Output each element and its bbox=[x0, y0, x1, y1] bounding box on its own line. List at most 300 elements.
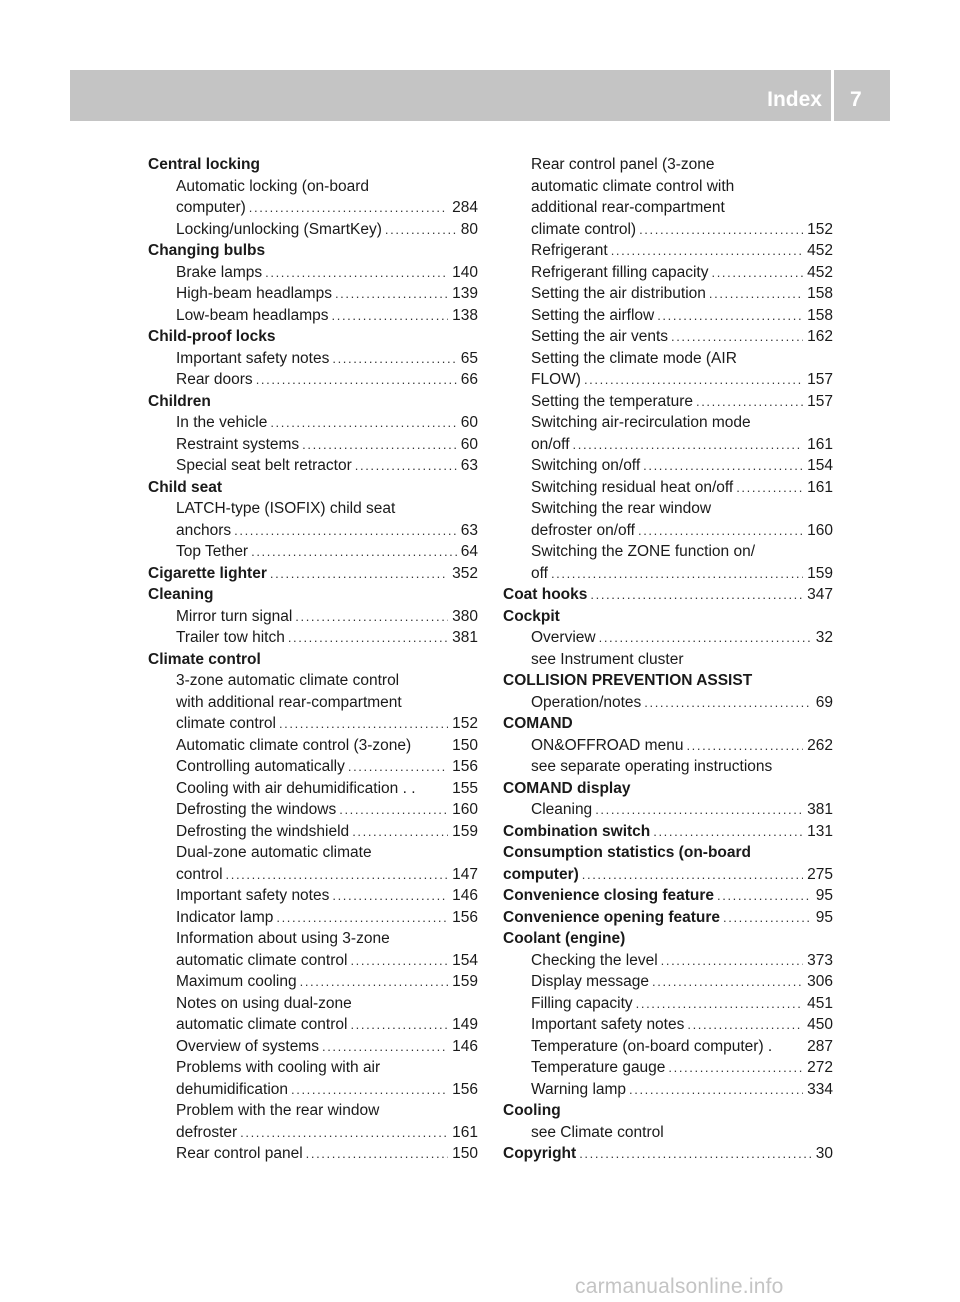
index-entry[interactable] bbox=[148, 907, 478, 929]
leader-dots bbox=[661, 950, 803, 972]
leader-dots bbox=[249, 197, 448, 219]
index-entry bbox=[148, 692, 478, 714]
entry-text: Child seat bbox=[148, 478, 223, 496]
index-entry[interactable] bbox=[148, 520, 478, 542]
entry-text: off bbox=[531, 564, 548, 582]
entry-text: FLOW) bbox=[531, 371, 581, 388]
index-entry bbox=[148, 928, 478, 950]
entry-text: Changing bulbs bbox=[148, 242, 266, 259]
entry-text: Filling capacity bbox=[531, 994, 633, 1012]
page-ref[interactable]: 159 bbox=[452, 973, 478, 990]
index-entry[interactable] bbox=[148, 197, 478, 219]
page-ref[interactable]: 149 bbox=[452, 1016, 478, 1033]
page-ref[interactable]: 95 bbox=[815, 908, 833, 926]
index-entry[interactable] bbox=[148, 283, 478, 305]
index-entry[interactable] bbox=[503, 1036, 833, 1058]
page-number: 7 bbox=[850, 88, 862, 111]
leader-dots bbox=[590, 584, 803, 606]
page-ref[interactable]: 146 bbox=[452, 1037, 478, 1055]
leader-dots bbox=[240, 1122, 448, 1144]
index-heading[interactable] bbox=[503, 1143, 833, 1165]
page-ref[interactable]: 152 bbox=[807, 220, 833, 238]
entry-text: Cigarette lighter bbox=[148, 564, 267, 582]
page-ref[interactable]: 64 bbox=[460, 543, 478, 560]
entry-text: High-beam headlamps bbox=[176, 285, 332, 302]
index-entry bbox=[503, 756, 833, 778]
entry-text: control bbox=[176, 865, 223, 883]
index-entry[interactable] bbox=[148, 369, 478, 391]
page-ref[interactable]: 451 bbox=[807, 994, 833, 1012]
entry-text: Automatic climate control (3-zone) bbox=[176, 736, 412, 754]
page-ref[interactable]: 155 bbox=[452, 779, 478, 797]
entry-text: defroster bbox=[176, 1123, 238, 1141]
index-column-left bbox=[148, 154, 478, 1165]
index-entry[interactable] bbox=[148, 971, 478, 993]
index-heading bbox=[503, 778, 833, 800]
index-entry[interactable] bbox=[503, 262, 833, 284]
index-entry[interactable] bbox=[148, 262, 478, 284]
entry-text: Maximum cooling bbox=[176, 973, 297, 990]
page-ref[interactable]: 306 bbox=[807, 973, 833, 990]
index-heading bbox=[503, 1100, 833, 1122]
page-ref[interactable]: 63 bbox=[460, 521, 478, 539]
index-entry[interactable] bbox=[148, 305, 478, 327]
leader-dots bbox=[295, 606, 448, 628]
entry-text: Information about using 3-zone bbox=[176, 930, 390, 947]
leader-dots bbox=[636, 993, 803, 1015]
entry-text: Rear control panel bbox=[176, 1145, 303, 1162]
entry-text: Important safety notes bbox=[176, 349, 330, 367]
index-entry[interactable] bbox=[503, 563, 833, 585]
index-entry bbox=[148, 1100, 478, 1122]
index-entry[interactable] bbox=[503, 434, 833, 456]
leader-dots bbox=[599, 627, 812, 649]
entry-text: climate control bbox=[176, 715, 276, 732]
leader-dots bbox=[234, 520, 457, 542]
index-entry bbox=[503, 649, 833, 671]
entry-text: Switching on/off bbox=[531, 457, 641, 474]
index-entry bbox=[148, 1057, 478, 1079]
entry-text: computer) bbox=[176, 199, 246, 216]
entry-text: Automatic locking (on-board bbox=[176, 177, 369, 195]
page-ref[interactable]: 452 bbox=[807, 263, 833, 281]
leader-dots bbox=[339, 799, 448, 821]
entry-text: Cockpit bbox=[503, 607, 560, 625]
leader-dots bbox=[711, 262, 803, 284]
index-entry[interactable] bbox=[148, 1143, 478, 1165]
index-entry[interactable] bbox=[148, 434, 478, 456]
header-separator bbox=[831, 70, 834, 121]
index-entry[interactable] bbox=[503, 950, 833, 972]
entry-text: Children bbox=[148, 392, 211, 410]
entry-text: Controlling automatically bbox=[176, 758, 345, 775]
entry-text: Coat hooks bbox=[503, 586, 588, 603]
entry-text: Cooling bbox=[503, 1102, 561, 1119]
index-entry[interactable] bbox=[148, 455, 478, 477]
entry-text: Defrosting the windshield bbox=[176, 822, 350, 840]
leader-dots bbox=[643, 455, 803, 477]
page-ref[interactable]: 161 bbox=[807, 478, 833, 496]
entry-text: additional rear-compartment bbox=[531, 199, 725, 216]
index-entry[interactable] bbox=[148, 799, 478, 821]
index-entry[interactable] bbox=[503, 391, 833, 413]
page-ref[interactable]: 66 bbox=[460, 371, 478, 388]
index-heading bbox=[503, 928, 833, 950]
page-ref[interactable]: 160 bbox=[807, 521, 833, 539]
entry-text: Refrigerant filling capacity bbox=[531, 263, 709, 281]
entry-text: dehumidification bbox=[176, 1080, 289, 1098]
leader-dots bbox=[332, 885, 448, 907]
page-ref[interactable]: 60 bbox=[460, 414, 478, 431]
index-entry[interactable] bbox=[148, 1036, 478, 1058]
entry-text: COMAND display bbox=[503, 779, 631, 797]
index-entry[interactable] bbox=[503, 305, 833, 327]
page-ref[interactable]: 287 bbox=[807, 1037, 833, 1055]
index-entry[interactable] bbox=[148, 885, 478, 907]
page-ref[interactable]: 275 bbox=[807, 865, 833, 883]
entry-text: Overview bbox=[531, 629, 596, 646]
index-entry[interactable] bbox=[148, 348, 478, 370]
leader-dots bbox=[226, 864, 449, 886]
index-entry[interactable] bbox=[503, 477, 833, 499]
entry-text: anchors bbox=[176, 521, 232, 539]
page-ref[interactable]: 152 bbox=[452, 715, 478, 732]
entry-text: Convenience closing feature bbox=[503, 887, 715, 904]
index-heading[interactable] bbox=[503, 584, 833, 606]
page-ref[interactable]: 80 bbox=[460, 220, 478, 238]
page-ref[interactable]: 156 bbox=[452, 758, 478, 775]
index-entry[interactable] bbox=[503, 971, 833, 993]
entry-text: Special seat belt retractor bbox=[176, 457, 352, 474]
entry-text: Coolant (engine) bbox=[503, 930, 626, 947]
index-entry[interactable] bbox=[148, 1079, 478, 1101]
index-entry[interactable] bbox=[148, 756, 478, 778]
page-ref[interactable]: 158 bbox=[807, 285, 833, 302]
index-entry[interactable] bbox=[148, 541, 478, 563]
index-entry[interactable] bbox=[148, 1122, 478, 1144]
page-ref[interactable]: 159 bbox=[452, 822, 478, 840]
leader-dots bbox=[270, 563, 448, 585]
entry-text: Climate control bbox=[148, 650, 261, 668]
page-ref[interactable]: 69 bbox=[815, 693, 833, 711]
entry-text: Notes on using dual-zone bbox=[176, 994, 352, 1012]
entry-text: Setting the temperature bbox=[531, 392, 693, 410]
page-ref[interactable]: 140 bbox=[452, 263, 478, 281]
page-ref[interactable]: 30 bbox=[815, 1145, 833, 1162]
index-heading bbox=[148, 584, 478, 606]
page-ref[interactable]: 381 bbox=[452, 629, 478, 646]
leader-dots bbox=[332, 305, 449, 327]
entry-text: Setting the air distribution bbox=[531, 285, 706, 302]
page-ref[interactable]: 162 bbox=[807, 328, 833, 345]
index-heading[interactable] bbox=[503, 885, 833, 907]
index-entry[interactable] bbox=[148, 627, 478, 649]
entry-text: Copyright bbox=[503, 1145, 577, 1162]
entry-text: Problems with cooling with air bbox=[176, 1059, 381, 1076]
index-entry[interactable] bbox=[503, 326, 833, 348]
page-ref[interactable]: 160 bbox=[452, 801, 478, 818]
leader-dots bbox=[696, 391, 803, 413]
entry-text: automatic climate control with bbox=[531, 177, 735, 195]
leader-dots bbox=[653, 821, 803, 843]
page-ref[interactable]: 65 bbox=[460, 349, 478, 367]
page-ref[interactable]: 147 bbox=[452, 865, 478, 883]
entry-text: defroster on/off bbox=[531, 521, 635, 539]
leader-dots bbox=[302, 434, 457, 456]
index-entry[interactable] bbox=[503, 799, 833, 821]
index-entry bbox=[148, 993, 478, 1015]
index-entry[interactable] bbox=[503, 1014, 833, 1036]
index-entry[interactable] bbox=[503, 735, 833, 757]
index-entry bbox=[148, 176, 478, 198]
page-ref[interactable]: 452 bbox=[807, 242, 833, 259]
page-ref[interactable]: 131 bbox=[807, 822, 833, 840]
page-ref[interactable]: 158 bbox=[807, 306, 833, 324]
index-entry bbox=[503, 498, 833, 520]
index-heading bbox=[148, 477, 478, 499]
entry-text: Low-beam headlamps bbox=[176, 306, 329, 324]
entry-text: see separate operating instructions bbox=[531, 758, 773, 775]
entry-text: Child-proof locks bbox=[148, 328, 276, 345]
leader-dots bbox=[265, 262, 448, 284]
entry-text: Warning lamp bbox=[531, 1080, 627, 1098]
page-ref[interactable]: 156 bbox=[452, 908, 478, 926]
leader-dots bbox=[291, 1079, 448, 1101]
index-entry[interactable] bbox=[148, 606, 478, 628]
entry-text: computer) bbox=[503, 865, 579, 883]
entry-text: In the vehicle bbox=[176, 414, 268, 431]
index-heading bbox=[503, 713, 833, 735]
index-entry[interactable] bbox=[503, 993, 833, 1015]
entry-text: Cleaning bbox=[531, 801, 593, 818]
leader-dots bbox=[657, 305, 803, 327]
entry-text: COMAND bbox=[503, 715, 573, 732]
entry-text: 3-zone automatic climate control bbox=[176, 672, 400, 689]
entry-text: ON&OFFROAD menu bbox=[531, 736, 684, 754]
watermark: carmanualsonline.info bbox=[575, 1275, 784, 1298]
index-heading bbox=[503, 670, 833, 692]
entry-text: Switching residual heat on/off bbox=[531, 478, 734, 496]
page-ref[interactable]: 381 bbox=[807, 801, 833, 818]
leader-dots bbox=[335, 283, 448, 305]
page-ref[interactable]: 272 bbox=[807, 1059, 833, 1076]
index-entry bbox=[148, 670, 478, 692]
page-ref[interactable]: 150 bbox=[452, 1145, 478, 1162]
index-heading[interactable] bbox=[503, 907, 833, 929]
index-entry bbox=[503, 1122, 833, 1144]
entry-text: Cleaning bbox=[148, 586, 214, 603]
index-entry[interactable] bbox=[148, 950, 478, 972]
page-ref[interactable]: 150 bbox=[452, 736, 478, 754]
page-ref[interactable]: 380 bbox=[452, 607, 478, 625]
page-ref[interactable]: 139 bbox=[452, 285, 478, 302]
leader-dots bbox=[736, 477, 803, 499]
entry-text: Trailer tow hitch bbox=[176, 629, 285, 646]
page-ref[interactable]: 262 bbox=[807, 736, 833, 754]
entry-text: Central locking bbox=[148, 156, 260, 173]
page-ref[interactable]: 161 bbox=[452, 1123, 478, 1141]
index-entry[interactable] bbox=[148, 713, 478, 735]
page-ref[interactable]: 60 bbox=[460, 435, 478, 453]
page-ref[interactable]: 95 bbox=[815, 887, 833, 904]
index-heading[interactable] bbox=[503, 821, 833, 843]
index-entry[interactable] bbox=[503, 1057, 833, 1079]
index-heading bbox=[148, 326, 478, 348]
entry-text: Setting the climate mode (AIR bbox=[531, 349, 737, 367]
index-entry[interactable] bbox=[503, 455, 833, 477]
index-entry[interactable] bbox=[503, 369, 833, 391]
leader-dots bbox=[595, 799, 803, 821]
leader-dots bbox=[551, 563, 803, 585]
entry-text: Important safety notes bbox=[176, 887, 330, 904]
page-ref[interactable]: 347 bbox=[807, 586, 833, 603]
index-heading bbox=[503, 842, 833, 864]
entry-text: Switching the rear window bbox=[531, 500, 712, 517]
entry-text: Brake lamps bbox=[176, 263, 263, 281]
index-entry[interactable] bbox=[503, 219, 833, 241]
entry-text: Checking the level bbox=[531, 951, 658, 969]
page-ref[interactable]: 157 bbox=[807, 371, 833, 388]
index-entry[interactable] bbox=[148, 219, 478, 241]
entry-text: Setting the airflow bbox=[531, 306, 655, 324]
index-heading[interactable] bbox=[148, 563, 478, 585]
leader-dots bbox=[251, 541, 457, 563]
leader-dots bbox=[579, 1143, 812, 1165]
entry-text: Switching the ZONE function on/ bbox=[531, 543, 756, 560]
index-entry[interactable] bbox=[503, 692, 833, 714]
page-ref[interactable]: 63 bbox=[460, 457, 478, 474]
leader-dots bbox=[348, 756, 448, 778]
index-heading[interactable] bbox=[503, 864, 833, 886]
page-ref[interactable]: 352 bbox=[452, 564, 478, 582]
leader-dots bbox=[276, 907, 448, 929]
entry-text: Restraint systems bbox=[176, 435, 300, 453]
leader-dots bbox=[639, 219, 803, 241]
index-entry bbox=[503, 197, 833, 219]
index-heading bbox=[148, 240, 478, 262]
page-ref[interactable]: 154 bbox=[807, 457, 833, 474]
leader-dots bbox=[332, 348, 456, 370]
index-entry[interactable] bbox=[503, 240, 833, 262]
index-entry[interactable] bbox=[503, 520, 833, 542]
entry-text: Temperature (on-board computer) . bbox=[531, 1037, 773, 1055]
index-heading bbox=[148, 649, 478, 671]
entry-text: Cooling with air dehumidification . . bbox=[176, 779, 416, 797]
index-column-right bbox=[503, 154, 833, 1165]
entry-text: automatic climate control bbox=[176, 951, 348, 969]
entry-text: Switching air-recirculation mode bbox=[531, 414, 751, 431]
leader-dots bbox=[584, 369, 803, 391]
entry-text: Combination switch bbox=[503, 822, 651, 840]
index-entry[interactable] bbox=[503, 1079, 833, 1101]
index-heading bbox=[503, 606, 833, 628]
leader-dots bbox=[611, 240, 803, 262]
leader-dots bbox=[629, 1079, 803, 1101]
page-ref[interactable]: 138 bbox=[452, 306, 478, 324]
leader-dots bbox=[652, 971, 803, 993]
entry-text: Problem with the rear window bbox=[176, 1102, 380, 1119]
index-heading bbox=[148, 391, 478, 413]
entry-text: Important safety notes bbox=[531, 1016, 685, 1033]
index-entry[interactable] bbox=[148, 821, 478, 843]
entry-text: Display message bbox=[531, 973, 650, 990]
index-heading bbox=[148, 154, 478, 176]
entry-text: Indicator lamp bbox=[176, 908, 274, 926]
leader-dots bbox=[288, 627, 448, 649]
index-entry[interactable] bbox=[148, 1014, 478, 1036]
index-entry bbox=[503, 348, 833, 370]
page-ref[interactable]: 161 bbox=[807, 435, 833, 453]
leader-dots bbox=[306, 1143, 448, 1165]
entry-text: Top Tether bbox=[176, 543, 249, 560]
index-entry[interactable] bbox=[148, 864, 478, 886]
entry-text: Consumption statistics (on-board bbox=[503, 844, 751, 861]
entry-text: see Instrument cluster bbox=[531, 650, 684, 668]
leader-dots bbox=[355, 455, 457, 477]
page-ref[interactable]: 156 bbox=[452, 1080, 478, 1098]
index-entry bbox=[503, 541, 833, 563]
entry-text: Temperature gauge bbox=[531, 1059, 666, 1076]
index-entry[interactable] bbox=[503, 283, 833, 305]
entry-text: Locking/unlocking (SmartKey) bbox=[176, 220, 382, 238]
leader-dots bbox=[350, 1014, 448, 1036]
page-ref[interactable]: 32 bbox=[815, 629, 833, 646]
entry-text: on/off bbox=[531, 435, 570, 453]
entry-text: see Climate control bbox=[531, 1123, 664, 1141]
leader-dots bbox=[352, 821, 448, 843]
index-entry bbox=[148, 498, 478, 520]
leader-dots bbox=[638, 520, 803, 542]
entry-text: with additional rear-compartment bbox=[176, 693, 402, 711]
leader-dots bbox=[668, 1057, 803, 1079]
entry-text: Operation/notes bbox=[531, 693, 642, 711]
page-ref[interactable]: 334 bbox=[807, 1080, 833, 1098]
index-entry[interactable] bbox=[148, 778, 478, 800]
page-ref[interactable]: 157 bbox=[807, 392, 833, 410]
leader-dots bbox=[717, 885, 812, 907]
page-ref[interactable]: 373 bbox=[807, 951, 833, 969]
entry-text: Overview of systems bbox=[176, 1037, 319, 1055]
index-entry[interactable] bbox=[503, 627, 833, 649]
index-entry[interactable] bbox=[148, 412, 478, 434]
leader-dots bbox=[723, 907, 812, 929]
leader-dots bbox=[322, 1036, 448, 1058]
page-ref[interactable]: 159 bbox=[807, 564, 833, 582]
entry-text: COLLISION PREVENTION ASSIST bbox=[503, 672, 753, 689]
entry-text: automatic climate control bbox=[176, 1016, 348, 1033]
entry-text: LATCH-type (ISOFIX) child seat bbox=[176, 500, 396, 517]
leader-dots bbox=[300, 971, 449, 993]
page-title: Index bbox=[767, 88, 822, 111]
page-ref[interactable]: 154 bbox=[452, 951, 478, 969]
entry-text: Mirror turn signal bbox=[176, 607, 293, 625]
leader-dots bbox=[709, 283, 803, 305]
page-ref[interactable]: 146 bbox=[452, 887, 478, 904]
leader-dots bbox=[350, 950, 448, 972]
page-ref[interactable]: 284 bbox=[452, 199, 478, 216]
index-entry[interactable] bbox=[148, 735, 478, 757]
leader-dots bbox=[270, 412, 456, 434]
index-entry bbox=[503, 154, 833, 176]
leader-dots bbox=[687, 1014, 803, 1036]
index-entry bbox=[503, 412, 833, 434]
leader-dots bbox=[573, 434, 804, 456]
entry-text: climate control) bbox=[531, 220, 637, 238]
page-ref[interactable]: 450 bbox=[807, 1016, 833, 1033]
leader-dots bbox=[279, 713, 448, 735]
index-entry bbox=[148, 842, 478, 864]
entry-text: Convenience opening feature bbox=[503, 908, 721, 926]
